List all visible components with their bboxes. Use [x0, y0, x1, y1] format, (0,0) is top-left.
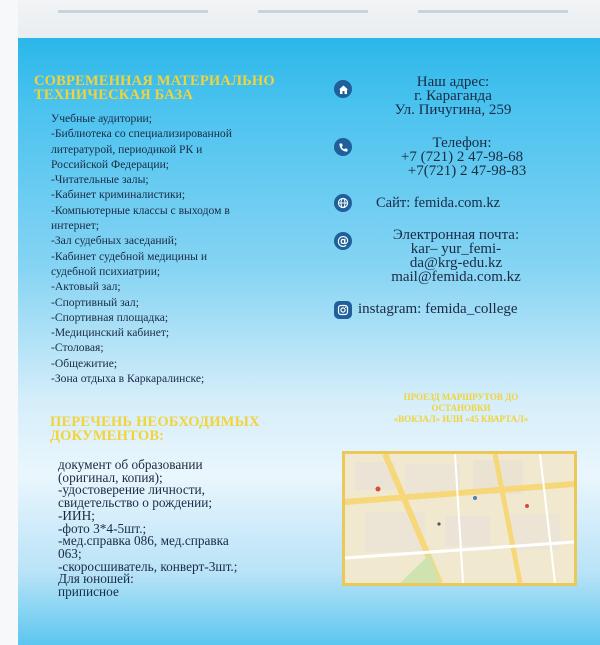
email-label: Электронная почта:	[392, 227, 520, 243]
list-item: -Компьютерные классы с выходом в	[51, 203, 230, 217]
home-icon	[334, 80, 352, 98]
list-item: -Общежитие;	[51, 356, 118, 370]
list-item: 063;	[58, 545, 82, 561]
route-heading	[350, 392, 572, 425]
instagram-icon	[334, 301, 352, 319]
list-item: -Столовая;	[51, 341, 104, 355]
facilities-list	[51, 111, 232, 386]
list-item: -Спортивная площадка;	[51, 310, 169, 324]
list-item: -Кабинет судебной медицины и	[51, 249, 208, 263]
list-item: Для юношей:	[58, 571, 134, 587]
top-border-line	[258, 10, 368, 13]
list-item: -Актовый зал;	[51, 280, 121, 294]
documents-heading-line: ДОКУМЕНТОВ:	[50, 428, 165, 444]
instagram-link[interactable]: instagram: femida_college	[358, 301, 518, 317]
list-item: свидетельство о рождении;	[58, 495, 213, 511]
list-item: литературой, периодикой РК и	[51, 142, 203, 156]
documents-heading	[50, 415, 260, 443]
route-heading-line: ПРОЕЗД МАРШРУТОВ ДО	[403, 392, 519, 402]
list-item: -Зона отдыха в Каркаралинске;	[51, 372, 205, 386]
list-item: судебной психиатрии;	[51, 264, 161, 278]
list-item: -мед.справка 086, мед.справка	[58, 533, 229, 549]
top-border-line	[418, 10, 568, 13]
phone-icon	[334, 138, 352, 156]
email-address[interactable]: kar– yur_femi-	[410, 241, 502, 257]
route-heading-line: «ВОКЗАЛ» ИЛИ «45 КВАРТАЛ»	[393, 414, 529, 424]
list-item: -Библиотека со специализированной	[51, 127, 232, 141]
website-link[interactable]: Сайт: femida.com.kz	[376, 195, 501, 211]
list-item: -фото 3*4-5шт.;	[58, 520, 147, 536]
map-graphic	[345, 454, 574, 583]
route-heading-line: ОСТАНОВКИ	[431, 403, 491, 413]
top-border-line	[58, 10, 208, 13]
address-street: Ул. Пичугина, 259	[394, 102, 512, 118]
route-map[interactable]	[342, 451, 577, 586]
address-label: Наш адрес:	[416, 74, 490, 90]
address-city: г. Караганда	[414, 88, 492, 104]
list-item: документ об образовании	[58, 457, 203, 472]
globe-icon	[334, 194, 352, 212]
at-icon: @	[334, 232, 352, 250]
top-margin-strip	[18, 0, 600, 38]
address-block	[360, 75, 546, 117]
list-item: интернет;	[51, 219, 100, 233]
list-item: -Кабинет криминалистики;	[51, 188, 186, 202]
list-item: -Читательные залы;	[51, 173, 149, 187]
list-item: -Медицинский кабинет;	[51, 326, 170, 340]
base-heading	[34, 74, 275, 102]
phone-number[interactable]: +7 (721) 2 47-98-68	[400, 149, 524, 165]
base-heading-line: ТЕХНИЧЕСКАЯ БАЗА	[34, 87, 194, 103]
email-address[interactable]: da@krg-edu.kz	[409, 255, 503, 271]
documents-list	[58, 459, 237, 599]
list-item: -удостоверение личности,	[58, 482, 205, 498]
phone-label: Телефон:	[432, 135, 492, 151]
list-item: Учебные аудитории;	[51, 112, 152, 125]
list-item: (оригинал, копия);	[58, 469, 163, 485]
list-item: -ИИН;	[58, 507, 95, 523]
list-item: -Спортивный зал;	[51, 295, 139, 309]
phone-number[interactable]: +7(721) 2 47-98-83	[407, 163, 527, 179]
base-heading-line: СОВРЕМЕННАЯ МАТЕРИАЛЬНО	[34, 73, 275, 89]
list-item: -Зал судебных заседаний;	[51, 234, 178, 248]
email-address[interactable]: mail@femida.com.kz	[391, 269, 521, 285]
list-item: приписное	[58, 584, 119, 600]
phone-block	[372, 136, 552, 178]
list-item: -скоросшиватель, конверт-3шт.;	[58, 558, 238, 574]
email-block	[362, 228, 550, 284]
list-item: Российской Федерации;	[51, 157, 170, 171]
documents-heading-line: ПЕРЕЧЕНЬ НЕОБХОДИМЫХ	[50, 414, 260, 430]
